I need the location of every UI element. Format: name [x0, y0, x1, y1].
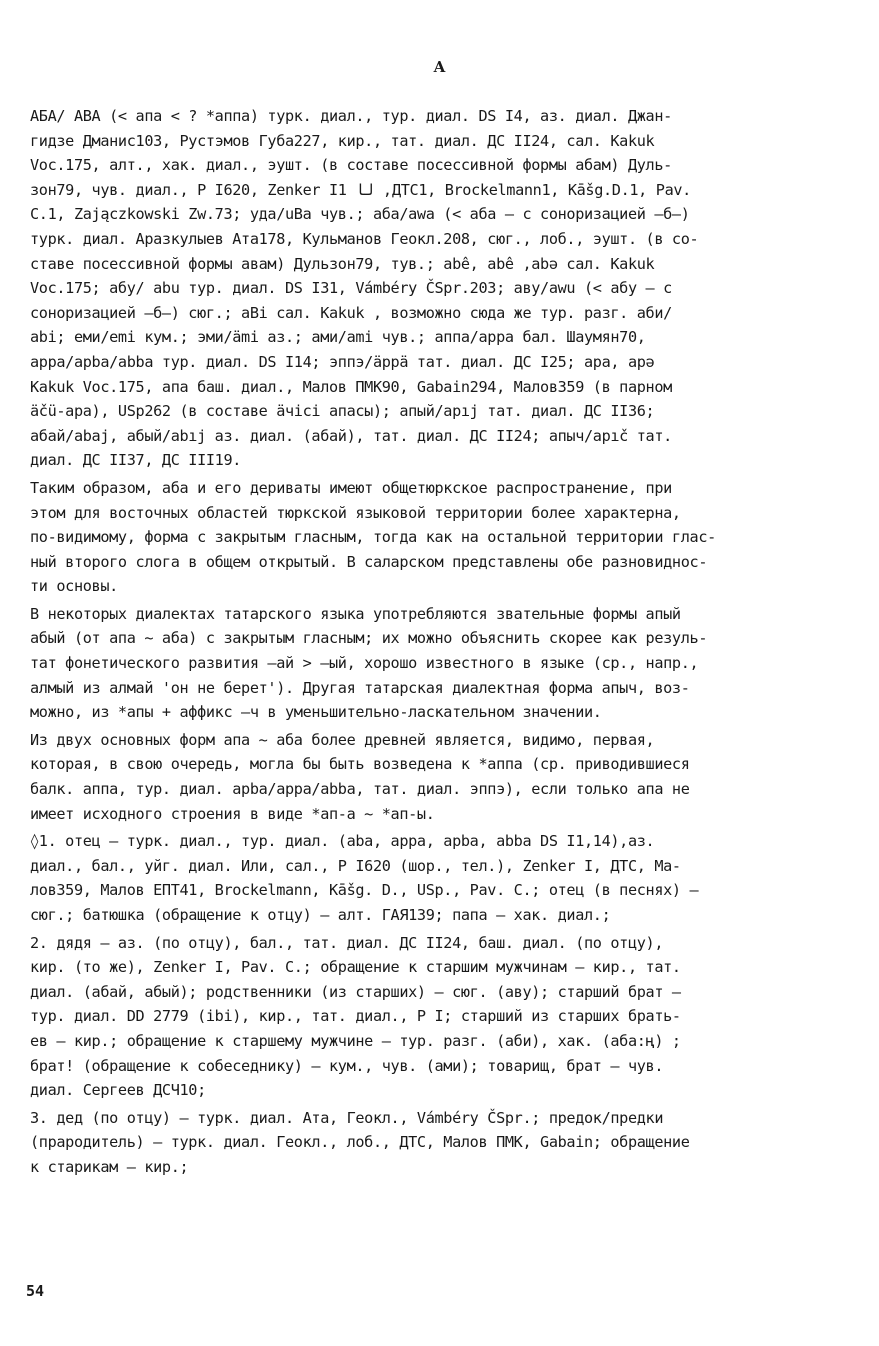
text-line: сюг.; батюшка (обращение к отцу) – алт. ГАЯ139; папа – хак. диал.; — [30, 906, 611, 924]
text-line: 2. дядя – аз. (по отцу), бал., тат. диал. ДС II24, баш. диал. (по отцу), — [30, 933, 664, 952]
text-line: Voc.175, алт., хак. диал., эушт. (в составе посессивной формы абам) Дуль- — [30, 156, 672, 175]
text-line: которая, в свою очередь, могла бы быть возведена к *аппа (ср. приводившиеся — [30, 755, 690, 774]
text-line: ◊1. отец – турк. диал., тур. диал. (aba, appa, apba, abba DS I1,14),аз. — [30, 832, 655, 851]
text-line: АБА/ ABA (< апа < ? *аппа) турк. диал., тур. диал. DS I4, аз. диал. Джан- — [30, 107, 672, 125]
section-letter: А — [433, 58, 446, 76]
text-line: этом для восточных областей тюркской языковой территории более характерна, — [30, 503, 681, 522]
text-line: Kakuk Voc.175, апа баш. диал., Малов ПМК90, Gabain294, Малов359 (в парном — [30, 377, 672, 396]
text-line: В некоторых диалектах татарского языка употребляются звательные формы апый — [30, 604, 681, 623]
text-line: кир. (то же), Zenker I, Pav. C.; обращение к старшим мужчинам – кир., тат. — [30, 958, 681, 977]
text-line: диал. ДС II37, ДС III19. — [30, 451, 242, 470]
text-line: äčü-apa), USp262 (в составе äчісі апасы); апый/apıj тат. диал. ДС II36; — [30, 402, 655, 421]
text-line: (прародитель) – турк. диал. Геокл., лоб., ДТС, Малов ПМК, Gabain; обращение — [30, 1133, 690, 1152]
text-line: зон79, чув. диал., Р I620, Zenker I1 ل‍ا ,ДТС1, Brockelmann1, Kāšg.D.1, Pav. — [30, 180, 691, 199]
text-line: алмый из алмай 'он не берет'). Другая татарская диалектная форма апыч, воз- — [30, 678, 690, 697]
text-line: балк. аппа, тур. диал. apba/appa/abba, тат. диал. эппэ), если только апа не — [30, 780, 690, 799]
text-line: ев – кир.; обращение к старшему мужчине – тур. разг. (аби), хак. (аба:ң) ; — [30, 1031, 681, 1050]
entry-text — [30, 104, 850, 1180]
text-line: можно, из *апы + аффикс –ч в уменьшительно-ласкательном значении. — [30, 703, 602, 722]
text-line: абый (от апа ~ аба) с закрытым гласным; их можно объяснить скорее как резуль- — [30, 629, 708, 648]
text-line: Из двух основных форм апа ~ аба более древней является, видимо, первая, — [30, 730, 655, 749]
text-line: ный второго слога в общем открытый. В саларском представлены обе разновиднос- — [30, 552, 708, 571]
text-line: тат фонетического развития –ай > –ый, хорошо известного в языке (ср., напр., — [30, 654, 699, 673]
text-line: лов359, Малов ЕПТ41, Brockelmann, Kāšg. D., USp., Pav. C.; отец (в песнях) – — [30, 881, 699, 900]
text-line: Таким образом, аба и его дериваты имеют общетюркское распространение, при — [30, 478, 672, 497]
text-line: имеет исходного строения в виде *ап-а ~ *ап-ы. — [30, 804, 435, 823]
text-line: appa/apba/abba тур. диал. DS I14; эппэ/äppä тат. диал. ДС I25; apa, apə — [30, 352, 655, 371]
text-line: брат! (обращение к собеседнику) – кум., чув. (ами); товарищ, брат – чув. — [30, 1056, 664, 1075]
text-line: к старикам – кир.; — [30, 1157, 189, 1176]
text-line: Voc.175; абу/ abu тур. диал. DS I31, Vámbéry ČSpr.203; аву/awu (< абу – с — [30, 279, 672, 298]
text-line: диал., бал., уйг. диал. Или, сал., Р I620 (шор., тел.), Zenker I, ДТС, Ма- — [30, 856, 681, 875]
text-line: диал. Сергеев ДСЧ10; — [30, 1081, 206, 1100]
text-line: abi; еми/emi кум.; эми/ämi аз.; ами/ami чув.; аппа/appa бал. Шаумян70, — [30, 328, 646, 347]
text-line: турк. диал. Аразкулыев Ата178, Кульманов Геокл.208, сюг., лоб., эушт. (в со- — [30, 229, 699, 248]
page-number: 54 — [26, 1282, 45, 1300]
text-line: соноризацией –б–) сюг.; aBi сал. Kakuk , возможно сюда же тур. разг. аби/ — [30, 303, 672, 322]
text-line: C.1, Zajączkowski Zw.73; уда/uBa чув.; аба/awa (< аба – с соноризацией –б–) — [30, 205, 690, 224]
text-line: гидзе Дманис103, Рустэмов Губа227, кир., тат. диал. ДС II24, сал. Kakuk — [30, 131, 655, 150]
text-line: 3. дед (по отцу) – турк. диал. Ата, Геокл., Vámbéry ČSpr.; предок/предки — [30, 1108, 664, 1127]
text-line: ставе посессивной формы авам) Дульзон79, тув.; abê, abê ,abə сал. Kakuk — [30, 254, 655, 273]
text-line: по-видимому, форма с закрытым гласным, тогда как на остальной территории глас- — [30, 528, 716, 547]
text-line: абай/abaj, абый/abıj аз. диал. (абай), тат. диал. ДС II24; апыч/apıč тат. — [30, 426, 672, 445]
text-line: диал. (абай, абый); родственники (из старших) – сюг. (аву); старший брат – — [30, 982, 681, 1001]
text-line: тур. диал. DD 2779 (ibi), кир., тат. диал., Р I; старший из старших брать- — [30, 1007, 681, 1026]
text-line: ти основы. — [30, 577, 118, 596]
